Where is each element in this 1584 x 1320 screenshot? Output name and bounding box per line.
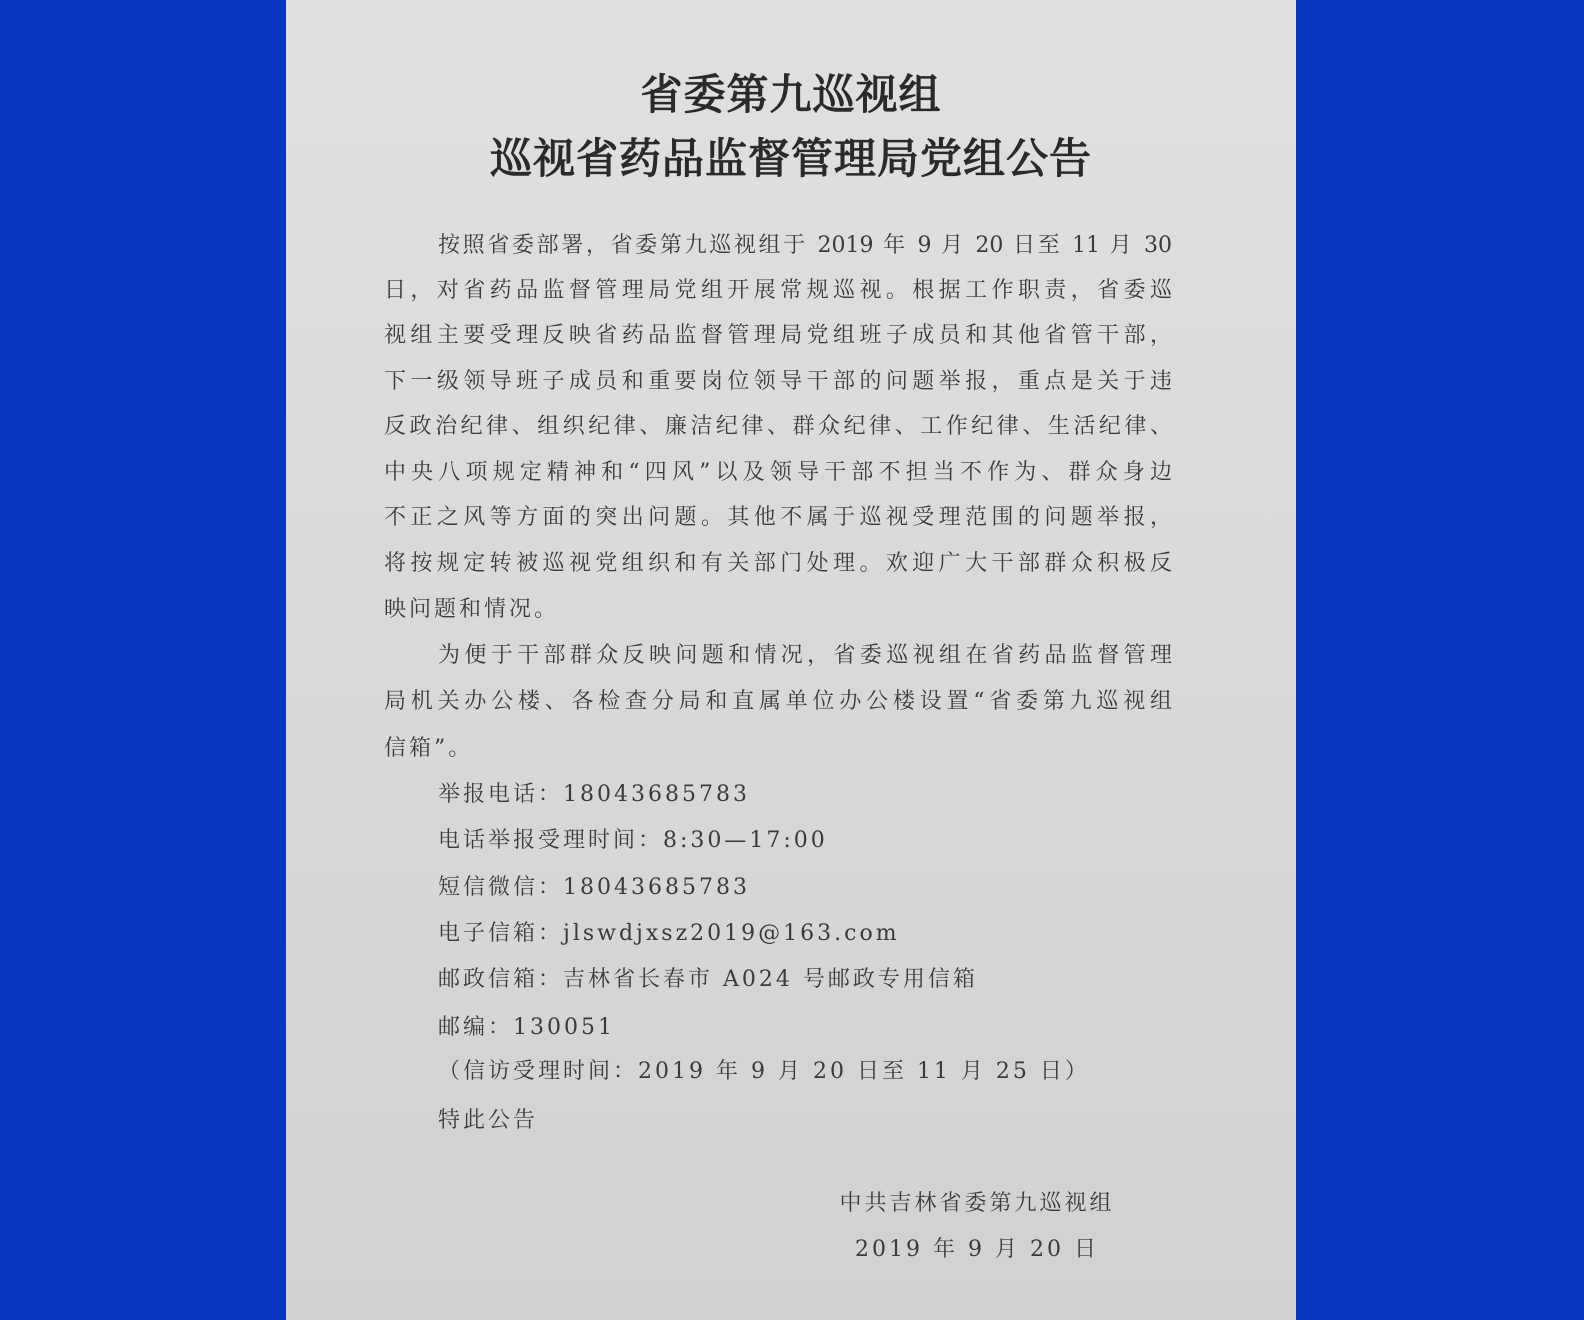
notice-title-line2: 巡视省药品监督管理局党组公告 (489, 134, 1092, 183)
postcode: 邮编：130051 (438, 1015, 615, 1040)
paragraph1-line: 下一级领导班子成员和重要岗位领导干部的问题举报，重点是关于违 (384, 369, 1172, 394)
signature-org: 中共吉林省委第九巡视组 (839, 1191, 1115, 1216)
paragraph1-line: 日，对省药品监督管理局党组开展常规巡视。根据工作职责，省委巡 (384, 278, 1172, 303)
signature-date: 2019 年 9 月 20 日 (855, 1237, 1099, 1262)
paragraph1-line: 反政治纪律、组织纪律、廉洁纪律、群众纪律、工作纪律、生活纪律、 (384, 414, 1172, 439)
paragraph1-line: 将按规定转被巡视党组织和有关部门处理。欢迎广大干部群众积极反 (384, 551, 1172, 576)
letter-period: （信访受理时间：2019 年 9 月 20 日至 11 月 25 日） (438, 1059, 1090, 1084)
report-phone: 举报电话：18043685783 (438, 782, 750, 807)
paragraph2-line: 信箱”。 (384, 736, 474, 761)
paragraph1-line: 映问题和情况。 (384, 597, 560, 622)
phone-hours: 电话举报受理时间：8:30—17:00 (438, 828, 828, 853)
paragraph1-line: 视组主要受理反映省药品监督管理局党组班子成员和其他省管干部， (384, 323, 1172, 348)
notice-paper (286, 0, 1296, 1320)
paragraph2-line: 局机关办公楼、各检查分局和直属单位办公楼设置“省委第九巡视组 (384, 689, 1172, 714)
paragraph1-line: 按照省委部署，省委第九巡视组于 2019 年 9 月 20 日至 11 月 30 (438, 233, 1172, 258)
postbox: 邮政信箱：吉林省长春市 A024 号邮政专用信箱 (438, 967, 978, 992)
closing-text: 特此公告 (438, 1108, 539, 1133)
paragraph1-line: 中央八项规定精神和“四风”以及领导干部不担当不作为、群众身边 (384, 460, 1172, 485)
notice-title-line1: 省委第九巡视组 (640, 70, 942, 119)
sms-wechat: 短信微信：18043685783 (438, 875, 750, 900)
email-address: 电子信箱：jlswdjxsz2019@163.com (438, 921, 900, 946)
paragraph2-line: 为便于干部群众反映问题和情况，省委巡视组在省药品监督管理 (438, 643, 1172, 668)
paragraph1-line: 不正之风等方面的突出问题。其他不属于巡视受理范围的问题举报， (384, 505, 1172, 530)
